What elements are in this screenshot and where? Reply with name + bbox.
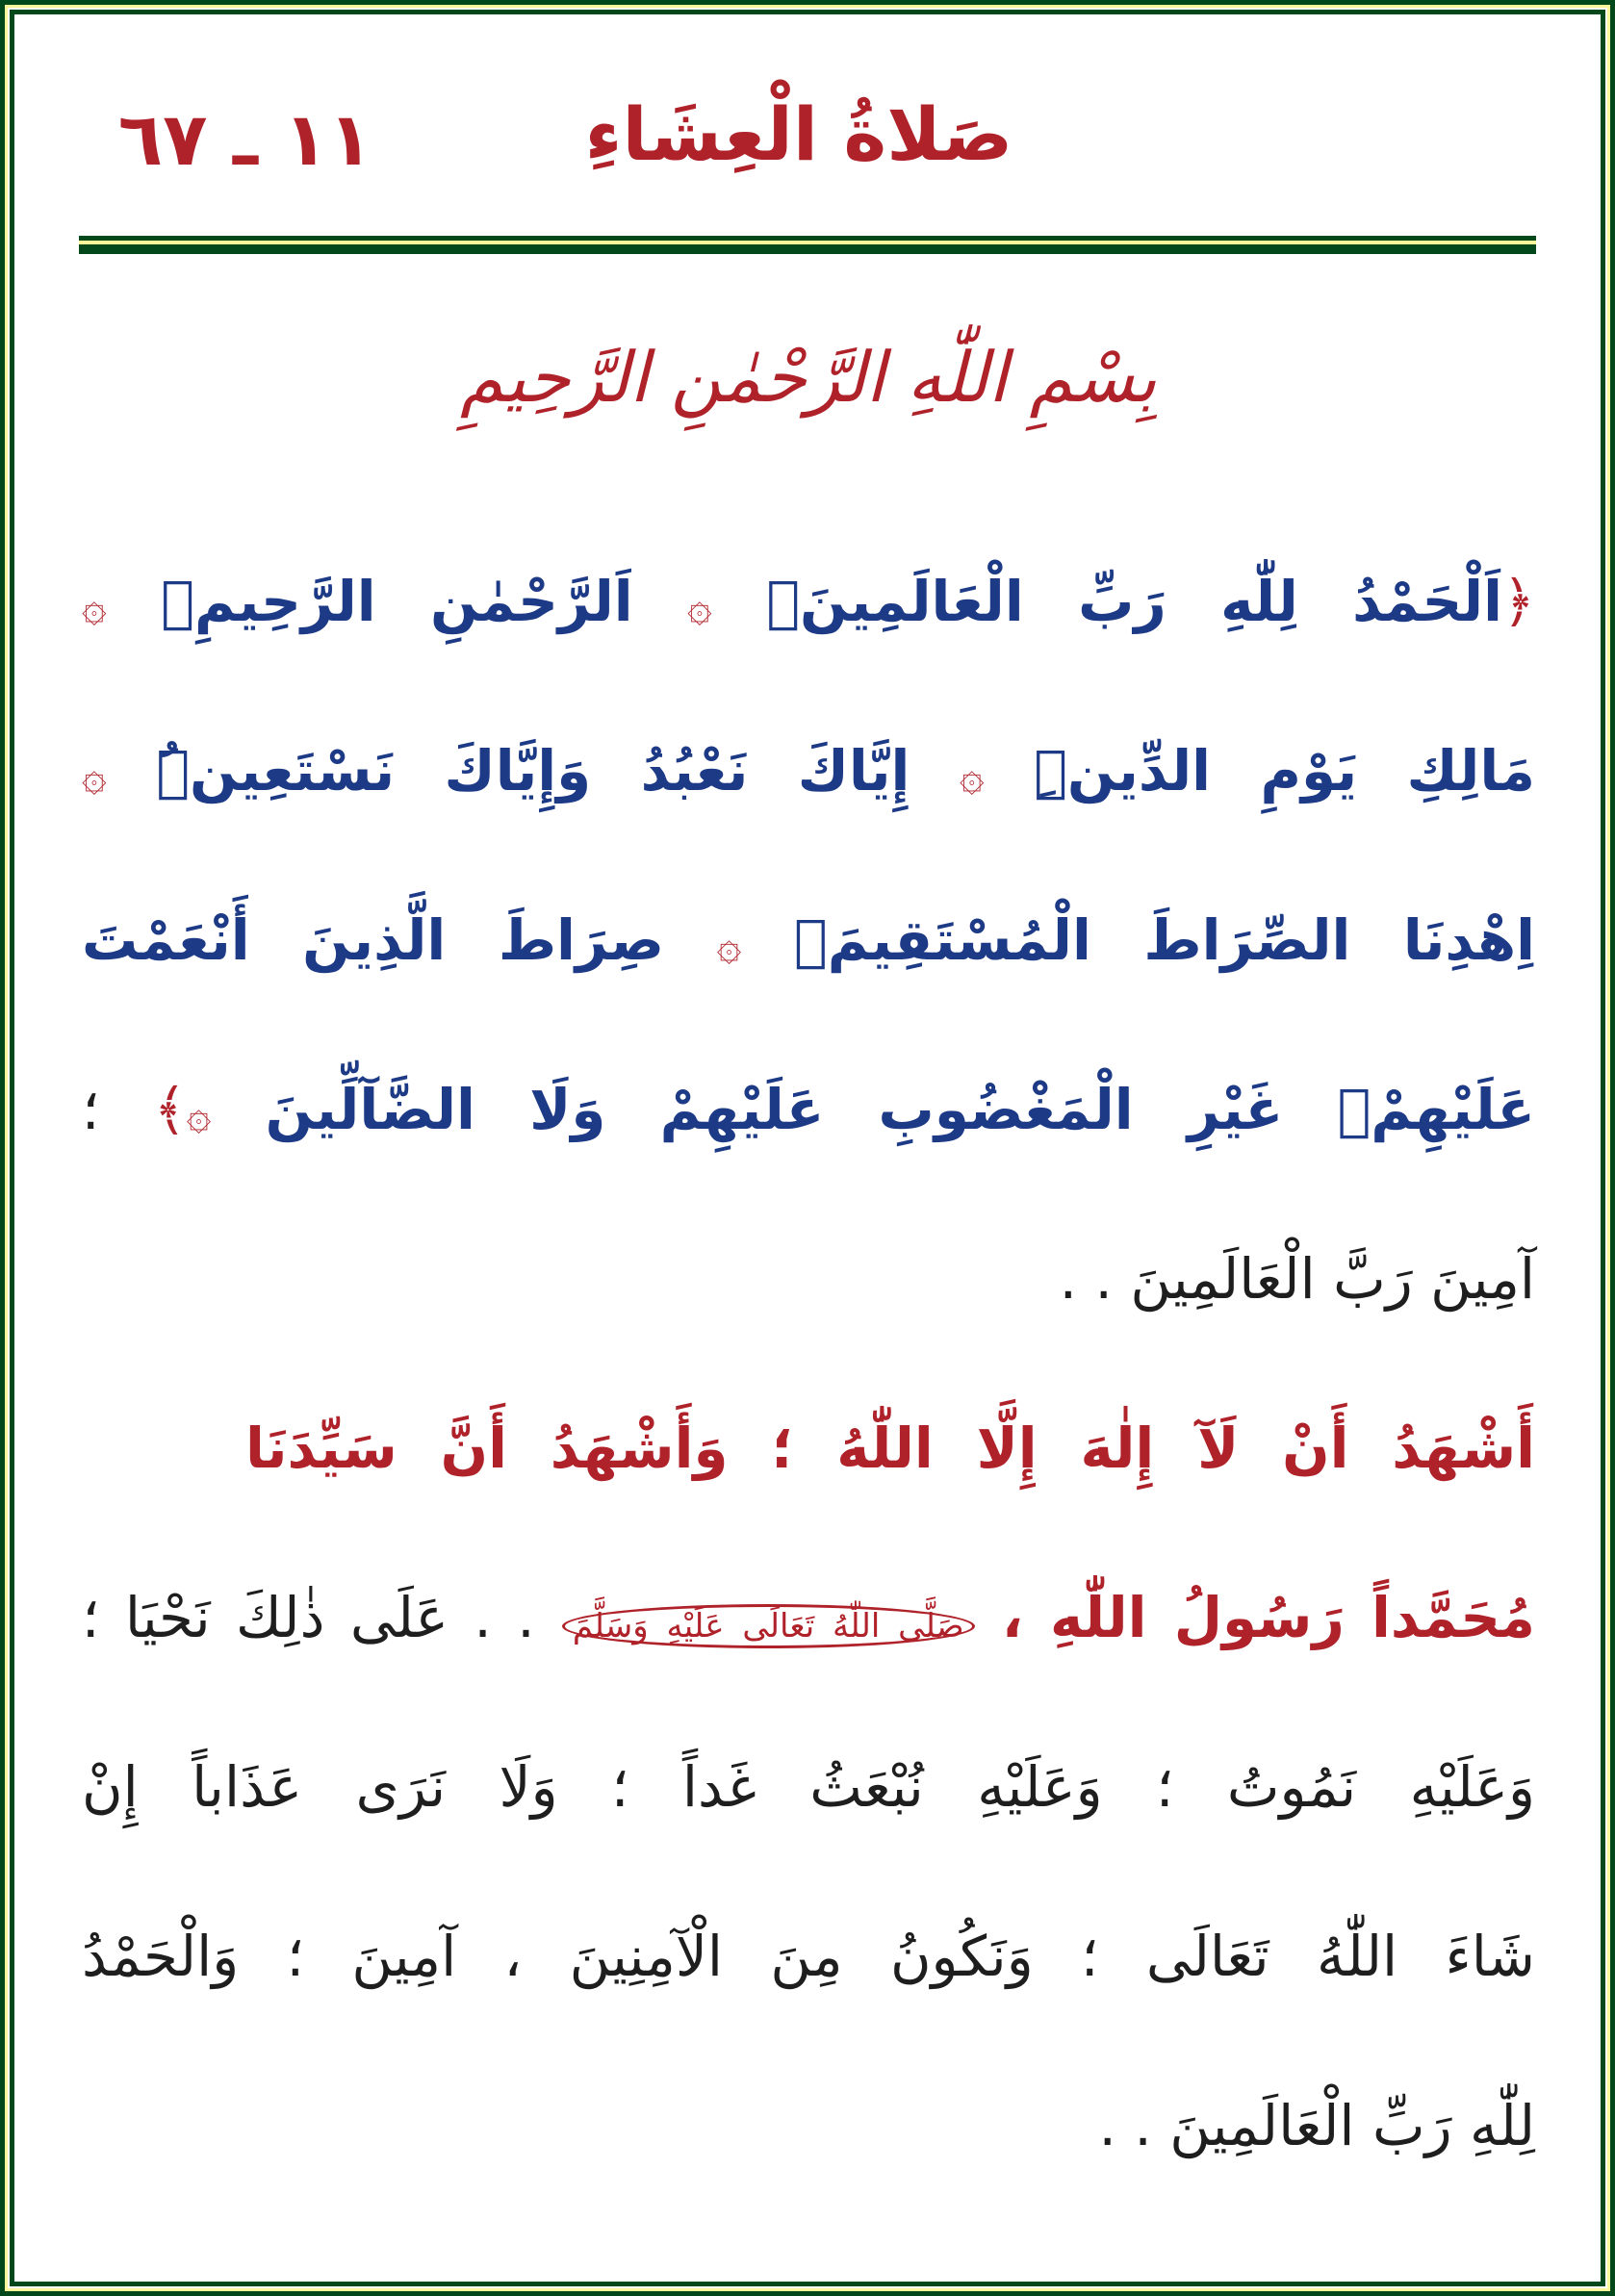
salla-seal: صَلَّى اللّٰهُ تَعَالَى عَلَيْهِ وَسَلَّمَ	[562, 1604, 975, 1648]
verse-text: اَلرَّحْمٰنِ الرَّحِيمِۙ	[161, 569, 633, 634]
page-body	[82, 548, 1535, 2242]
bismillah-calligraphy: بِسْمِ اللّٰهِ الرَّحْمٰنِ الرَّحِيمِ	[460, 337, 1157, 418]
fatiha-line-4	[82, 1057, 1535, 1226]
prayer-line-4: شَاءَ اللّٰهُ تَعَالَى ؛ وَنَكُونُ مِنَ الْآمِنِينَ ، آمِينَ ؛ وَالْحَمْدُ	[82, 1924, 1535, 1989]
verse-text: إِيَّاكَ نَعْبُدُ وَإِيَّاكَ نَسْتَعِينُۜ	[156, 738, 910, 804]
rosette-icon: ۞	[959, 752, 985, 801]
shahada-line-2	[82, 1565, 1535, 1734]
verse-text: مَالِكِ يَوْمِ الدِّينِۜ	[1034, 738, 1536, 804]
prayer-line-5: لِلّٰهِ رَبِّ الْعَالَمِينَ . .	[1098, 2093, 1535, 2158]
verse-text: اَلْحَمْدُ لِلّٰهِ رَبِّ الْعَالَمِينَۙ	[766, 569, 1502, 634]
prayer-text: . . عَلَى ذٰلِكَ نَحْيَا ؛	[82, 1585, 535, 1650]
verse-text: اِهْدِنَا الصِّرَاطَ الْمُسْتَقِيمَۙ	[793, 907, 1536, 973]
shahada-line-1: أَشْهَدُ أَنْ لَآ إِلٰهَ إِلَّا اللّٰهُ ؛ وَأَشْهَدُ أَنَّ سَيِّدَنَا	[245, 1416, 1535, 1481]
rosette-icon: ۞	[82, 752, 107, 801]
rosette-icon: ۞	[82, 582, 107, 631]
page-title: صَلاةُ الْعِشَاءِ	[584, 91, 1013, 177]
header-rule-thick	[79, 244, 1536, 254]
ayah-close-bracket: ﴾	[153, 1077, 187, 1142]
fatiha-line-2	[82, 718, 1535, 887]
rosette-icon: ۞	[687, 582, 712, 631]
verse-text: صِرَاطَ الَّذِينَ أَنْعَمْتَ	[82, 907, 665, 973]
prayer-line-3: وَعَلَيْهِ نَمُوتُ ؛ وَعَلَيْهِ نُبْعَثُ غَداً ؛ وَلَا نَرَى عَذَاباً إِنْ	[82, 1754, 1535, 1820]
rosette-icon: ۞	[186, 1090, 212, 1139]
shahada-text: مُحَمَّداً رَسُولُ اللّٰهِ ،	[1001, 1585, 1535, 1650]
semicolon: ؛	[82, 1077, 100, 1142]
fatiha-line-3	[82, 887, 1535, 1057]
fatiha-line-1	[82, 548, 1535, 718]
ayah-open-bracket: ﴿	[1501, 569, 1535, 634]
amin-line: آمِينَ رَبَّ الْعَالَمِينَ . .	[1059, 1246, 1535, 1312]
page-reference: ١١ ـ ٦٧	[117, 96, 373, 182]
verse-text: عَلَيْهِمْۙ غَيْرِ الْمَغْضُوبِ عَلَيْهِمْ وَلَا الضَّآلِّينَ	[265, 1077, 1536, 1142]
rosette-icon: ۞	[716, 921, 742, 970]
